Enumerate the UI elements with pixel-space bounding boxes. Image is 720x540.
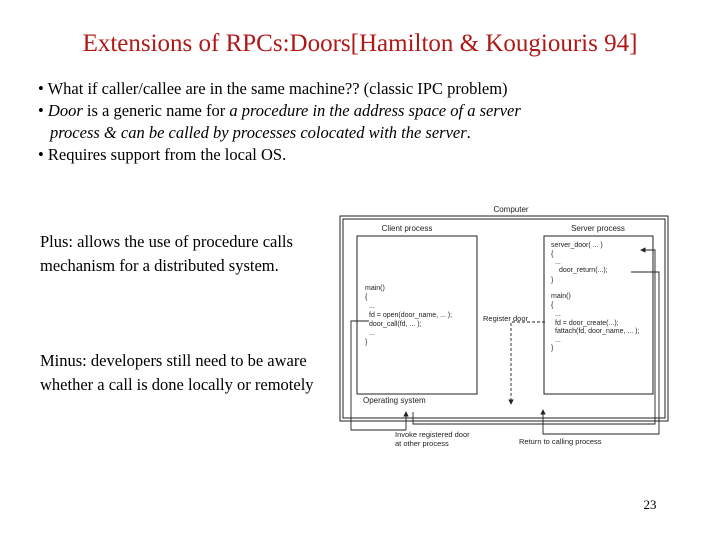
slide-title: Extensions of RPCs:Doors[Hamilton & Kougiouris 94] bbox=[82, 30, 638, 57]
door-term: Door bbox=[47, 101, 83, 120]
door-definition-middle: is a generic name for bbox=[82, 101, 230, 120]
bullet-same-machine: • What if caller/callee are in the same machine?? (classic IPC problem) bbox=[38, 79, 508, 98]
client-process-label: Client process bbox=[381, 224, 433, 233]
server-code-line: ... bbox=[555, 311, 561, 318]
invoke-label-line2: at other process bbox=[395, 439, 449, 448]
bullet-door-definition bbox=[38, 100, 708, 144]
invoke-label-line1: Invoke registered door bbox=[395, 430, 470, 439]
door-definition-emphasis-1: a procedure in the address space of a server bbox=[229, 101, 521, 120]
client-code-line: main() bbox=[365, 285, 385, 292]
client-code-line: door_call(fd, ... ); bbox=[369, 321, 422, 328]
door-to-server-arrow bbox=[413, 250, 655, 424]
minus-text: Minus: developers still need to be aware whether a call is done locally or remotely bbox=[40, 351, 314, 394]
invoke-door-arrow bbox=[351, 321, 406, 430]
operating-system-label: Operating system bbox=[363, 396, 426, 405]
bullet-list bbox=[38, 78, 708, 166]
client-code-line: } bbox=[365, 339, 368, 346]
server-code-line: fd = door_create(...); bbox=[555, 320, 619, 327]
bullet-marker: • bbox=[38, 101, 48, 120]
doors-diagram bbox=[333, 200, 678, 455]
bullet-os-support: • Requires support from the local OS. bbox=[38, 145, 287, 164]
client-code-line: { bbox=[365, 294, 368, 301]
client-code-line: fd = open(door_name, ... ); bbox=[369, 312, 453, 319]
client-code-line: ... bbox=[369, 330, 375, 337]
server-code-line: door_return(...); bbox=[559, 267, 608, 274]
server-code-line: { bbox=[551, 302, 554, 309]
server-code-line: } bbox=[551, 277, 554, 284]
plus-text: Plus: allows the use of procedure calls mechanism for a distributed system. bbox=[40, 232, 293, 275]
register-door-label: Register door bbox=[483, 314, 529, 323]
server-code-line: ... bbox=[555, 259, 561, 266]
server-code-line: ... bbox=[555, 337, 561, 344]
server-code-line: fattach(fd, door_name, ... ); bbox=[555, 328, 640, 335]
computer-label: Computer bbox=[493, 205, 529, 214]
door-definition-emphasis-2: process & can be called by processes colocated with the server bbox=[50, 123, 467, 142]
return-label: Return to calling process bbox=[519, 437, 602, 446]
server-process-label: Server process bbox=[571, 224, 625, 233]
server-code-line: server_door( ... ) bbox=[551, 242, 603, 249]
server-code-line: main() bbox=[551, 293, 571, 300]
page-number: 23 bbox=[643, 497, 657, 512]
register-door-arrow bbox=[511, 322, 545, 404]
client-code-line: ... bbox=[369, 303, 375, 310]
door-definition-suffix: . bbox=[466, 123, 471, 142]
client-code bbox=[365, 285, 452, 346]
server-code-line: { bbox=[551, 251, 554, 258]
server-code bbox=[551, 242, 639, 352]
server-code-line: } bbox=[551, 345, 554, 352]
